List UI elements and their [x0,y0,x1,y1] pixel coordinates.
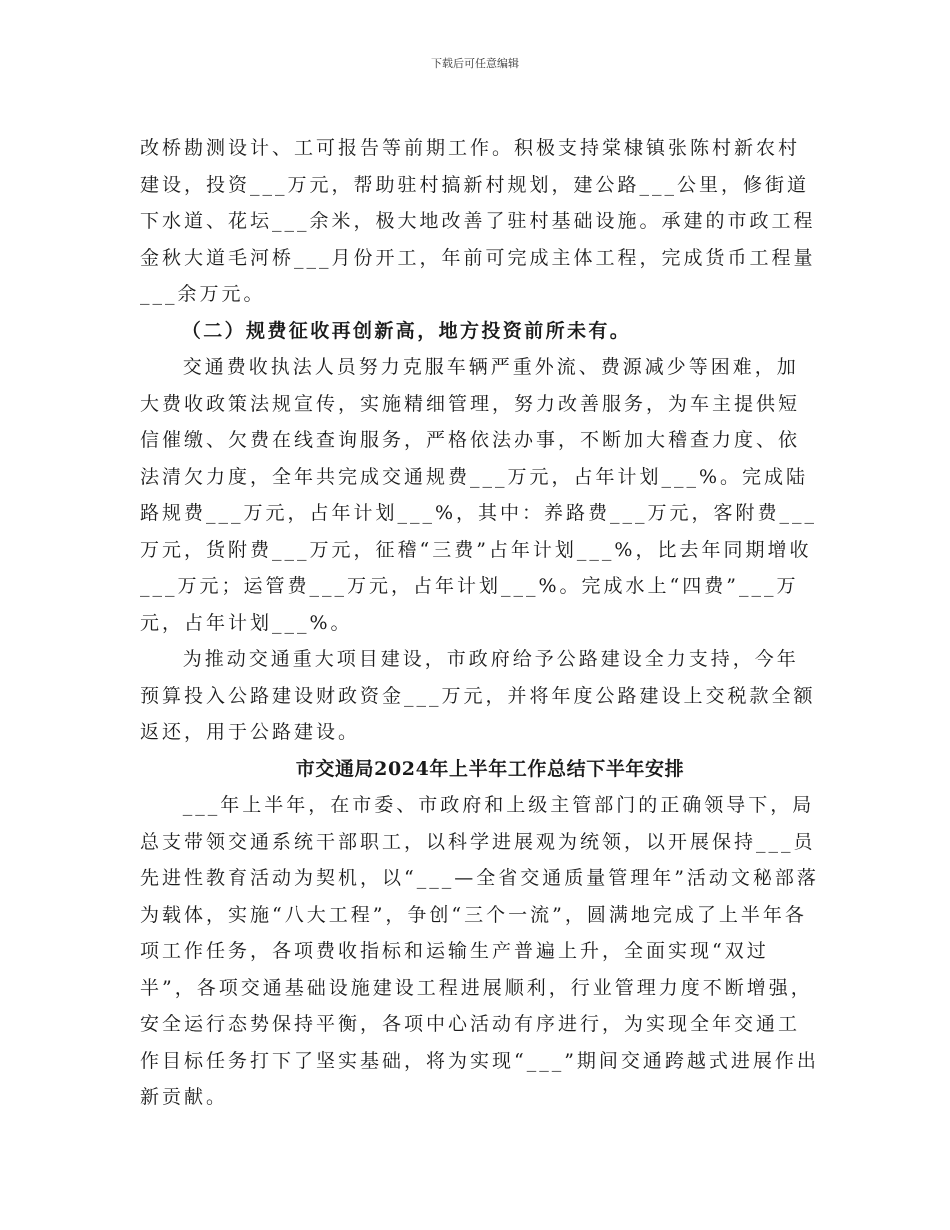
section-heading-fees: （二）规费征收再创新高，地方投资前所未有。 [181,319,632,342]
page-header-note: 下载后可任意编辑 [431,57,519,70]
paragraph-project-investment: 改桥勘测设计、工可报告等前期工作。积极支持棠棣镇张陈村新农村建设，投资___万元，帮助驻村搞新村规划，建公路___公里，修街道下水道、花坛___余米，极大地改善了驻村基础设施。承建的市政工程金秋大道毛河桥___月份开工，年前可完成主体工程，完成货币工程量___余万元。 [140,137,816,305]
document-body [140,130,820,1116]
paragraph-fee-collection: 交通费收执法人员努力克服车辆严重外流、费源减少等困难，加大费收政策法规宣传，实施精细管理，努力改善服务，为车主提供短信催缴、欠费在线查询服务，严格依法办事，不断加大稽查力度、依法清欠力度，全年共完成交通规费___万元，占年计划___%。完成陆路规费___万元，占年计划___%，其中：养路费___万元，客附费___万元，货附费___万元，征稽“三费”占年计划___%，比去年同期增收___万元；运管费___万元，占年计划___%。完成水上“四费”___万元，占年计划___%。 [140,356,818,634]
document-title: 市交通局2024年上半年工作总结下半年安排 [295,757,685,780]
paragraph-road-funding: 为推动交通重大项目建设，市政府给予公路建设全力支持，今年预算投入公路建设财政资金___万元，并将年度公路建设上交税款全额返还，用于公路建设。 [140,648,816,743]
paragraph-half-year-summary: ___年上半年，在市委、市政府和上级主管部门的正确领导下，局总支带领交通系统干部职工，以科学进展观为统领，以开展保持___员先进性教育活动为契机，以“___—全省交通质量管理年”活动文秘部落为载体，实施“八大工程”，争创“三个一流”，圆满地完成了上半年各项工作任务，各项费收指标和运输生产普遍上升，全面实现“双过半”，各项交通基础设施建设工程进展顺利，行业管理力度不断增强，安全运行态势保持平衡，各项中心活动有序进行，为实现全年交通工作目标任务打下了坚实基础，将为实现“___”期间交通跨越式进展作出新贡献。 [140,794,819,1108]
